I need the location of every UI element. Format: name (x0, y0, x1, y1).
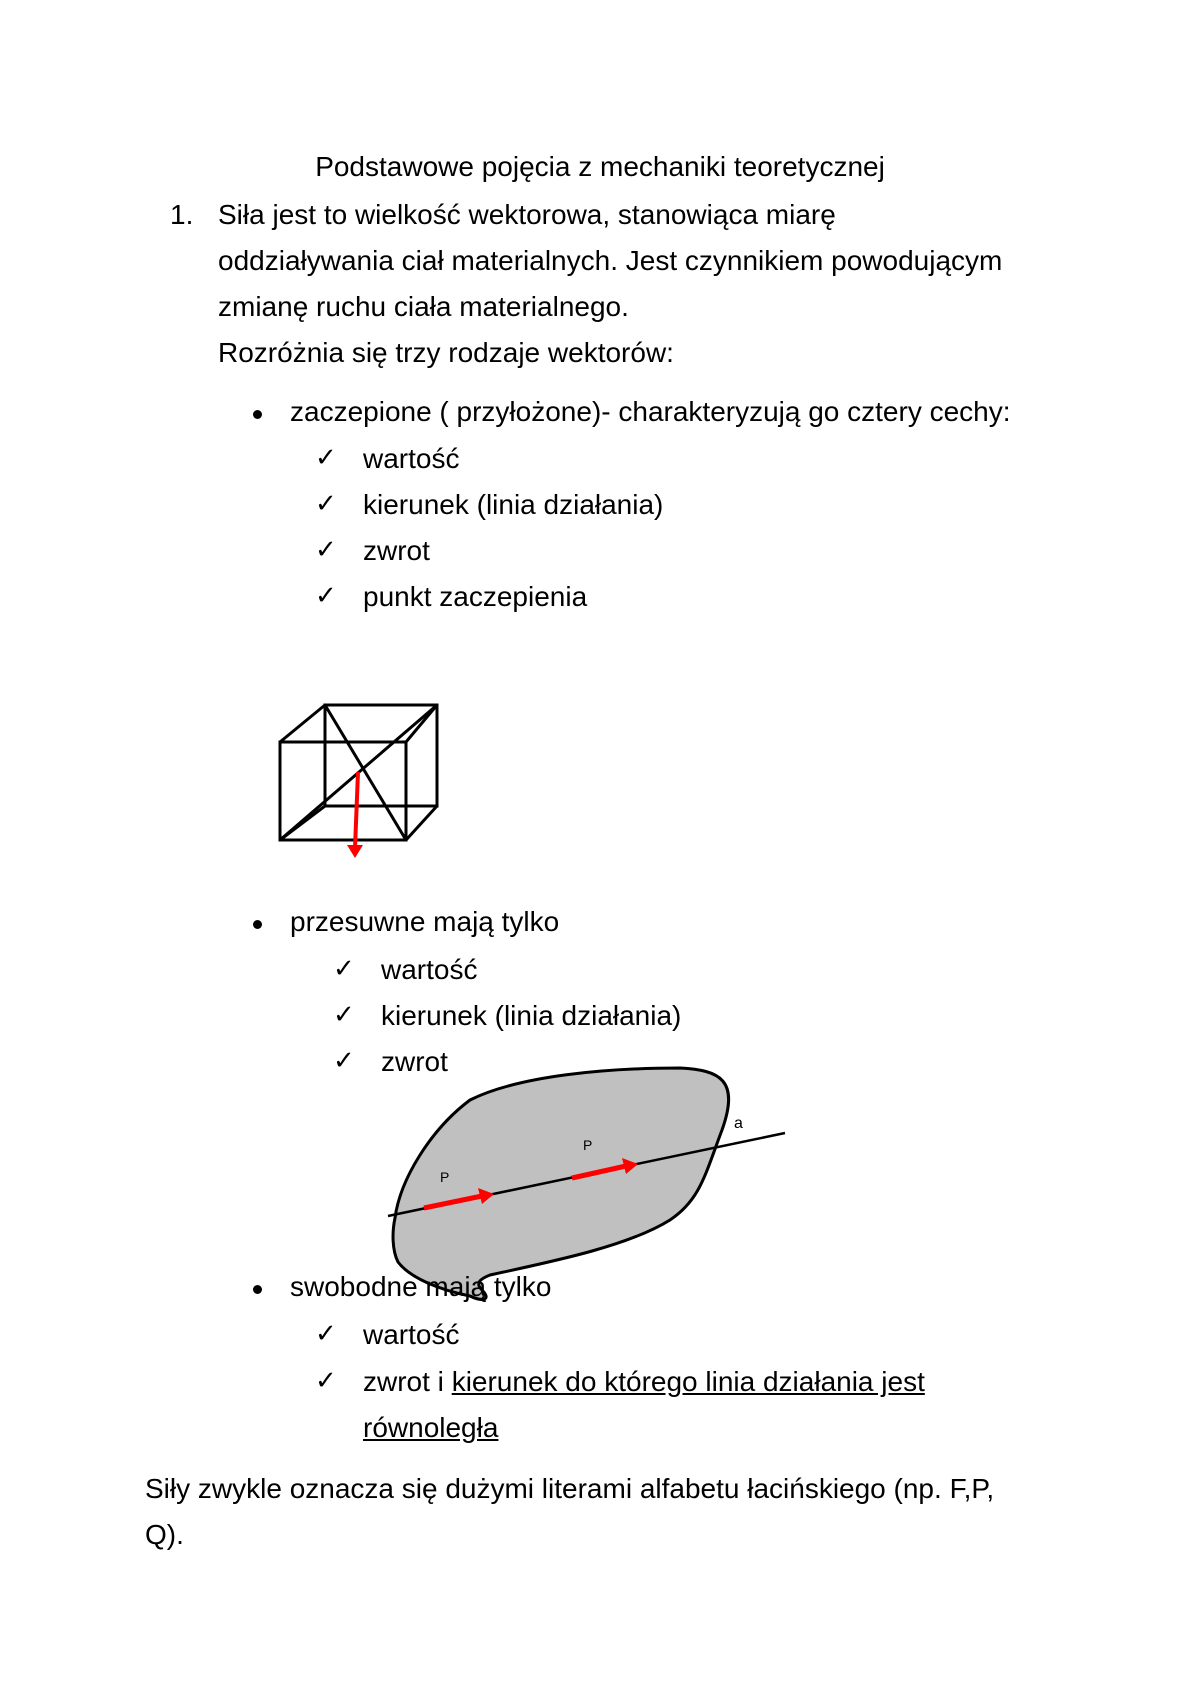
fixed-feature-3: zwrot (363, 535, 430, 566)
check-icon: ✓ (315, 580, 337, 610)
fixed-vectors-heading: zaczepione ( przyłożone)- charakteryzują go cztery cechy: (290, 396, 1011, 427)
free-feature-2-underlined: kierunek do którego linia działania jest (451, 1366, 925, 1397)
closing-line-1: Siły zwykle oznacza się dużymi literami alfabetu łacińskiego (np. F,P, (145, 1473, 995, 1504)
fixed-feature-4: punkt zaczepienia (363, 581, 588, 612)
list-number: 1. (170, 199, 194, 230)
closing-line-2: Q). (145, 1519, 184, 1550)
free-vectors-heading: swobodne mają tylko (290, 1271, 552, 1302)
bullet-icon (253, 1285, 262, 1294)
item1-line-3: zmianę ruchu ciała materialnego. (218, 291, 629, 322)
item1-line-4: Rozróżnia się trzy rodzaje wektorów: (218, 337, 674, 368)
sliding-feature-3: zwrot (381, 1046, 448, 1077)
check-icon: ✓ (315, 534, 337, 564)
check-icon: ✓ (315, 1318, 337, 1348)
label-force-1: P (440, 1169, 450, 1185)
sliding-feature-2: kierunek (linia działania) (381, 1000, 682, 1031)
check-icon: ✓ (333, 1045, 355, 1075)
check-icon: ✓ (333, 999, 355, 1029)
sliding-feature-1: wartość (381, 954, 478, 985)
sliding-vectors-heading: przesuwne mają tylko (290, 906, 560, 937)
page-title: Podstawowe pojęcia z mechaniki teoretycznej (315, 151, 885, 182)
check-icon: ✓ (315, 1365, 337, 1395)
free-feature-2 (363, 1365, 925, 1399)
label-line-a: a (734, 1115, 743, 1132)
item1-line-2: oddziaływania ciał materialnych. Jest czynnikiem powodującym (218, 245, 1003, 276)
free-feature-1: wartość (363, 1319, 460, 1350)
fixed-feature-2: kierunek (linia działania) (363, 489, 664, 520)
free-feature-2-continuation: równoległa (363, 1412, 499, 1443)
label-force-2: P (583, 1137, 593, 1153)
fixed-feature-1: wartość (363, 443, 460, 474)
item1-line-1: Siła jest to wielkość wektorowa, stanowiąca miarę (218, 199, 836, 230)
free-feature-2-prefix: zwrot i (363, 1366, 452, 1397)
check-icon: ✓ (333, 953, 355, 983)
check-icon: ✓ (315, 488, 337, 518)
check-icon: ✓ (315, 442, 337, 472)
